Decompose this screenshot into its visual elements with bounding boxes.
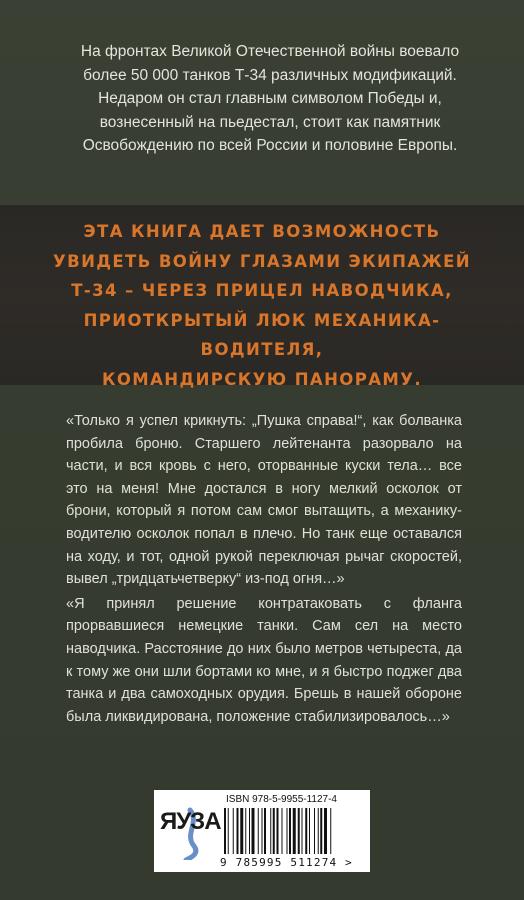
barcode-bar	[305, 808, 307, 854]
barcode-bar	[228, 808, 229, 854]
isbn-text: ISBN 978-5-9955-1127-4	[226, 794, 337, 805]
barcode-bar	[273, 808, 275, 854]
promo-text: ЭТА КНИГА ДАЕТ ВОЗМОЖНОСТЬ УВИДЕТЬ ВОЙНУ ГЛАЗАМИ ЭКИПАЖЕЙ Т-34 – ЧЕРЕЗ ПРИЦЕЛ НАВОДЧИКА, ПРИОТКРЫТЫЙ ЛЮК МЕХАНИКА-ВОДИТЕЛЯ, КОМАНДИРСКУЮ ПАНОРАМУ.	[52, 222, 472, 389]
barcode-bar	[289, 808, 291, 854]
quotes-block	[66, 410, 462, 728]
barcode-bar	[245, 808, 246, 854]
barcode-bar	[282, 808, 283, 854]
barcode-bar	[249, 808, 250, 854]
barcode-bar	[277, 808, 279, 854]
quote-2: «Я принял решение контратаковать с фланга прорвавшиеся немецкие танки. Сам сел на место наводчика. Расстояние до них было метров четыреста, да к тому же они шли бортами ко мне, и я быстро поджег два танка и два самоходных орудия. Брешь в нашей обороне была ликвидирована, положение стабилизировалось…»	[66, 595, 462, 725]
barcode-bar	[309, 808, 310, 854]
barcode-bar	[320, 808, 322, 854]
barcode-bar	[302, 808, 303, 854]
barcode-bar	[237, 808, 239, 854]
publisher-logo	[160, 804, 220, 860]
barcode-bar	[224, 808, 226, 854]
barcode-bar	[233, 808, 234, 854]
barcode-bar	[262, 808, 263, 854]
barcode-bar	[264, 808, 266, 854]
barcode-bar	[298, 808, 300, 854]
barcode-bar	[293, 808, 296, 854]
barcode-bar	[330, 808, 331, 854]
intro-paragraph: На фронтах Великой Отечественной войны воевало более 50 000 танков Т-34 различных модификаций. Недаром он стал главным символом Победы и, вознесенный на пьедестал, стоит как памятник Освобождению по всей России и половине Европы.	[80, 43, 460, 154]
barcode-bar	[258, 808, 259, 854]
barcode-bar	[318, 808, 319, 854]
publisher-logo-text: ЯУЗА	[160, 808, 221, 835]
barcode-bar	[314, 808, 315, 854]
barcode-bar	[252, 808, 255, 854]
quote-1: «Только я успел крикнуть: „Пушка справа!“, как болванка пробила броню. Старшего лейтенанта разорвало на части, и вся кровь с него, оторванные куски тела… все это на меня! Мне достался в ногу мелкий осколок от брони, который я потом сам смог вытащить, а механику-водителю осколок попал в плечо. Но танк еще оставался на ходу, и тот, одной рукой переключая рычаг скоростей, вывел „тридцатьчетверку“ из-под огня…»	[66, 413, 462, 588]
barcode-bars	[224, 808, 366, 856]
promo-band	[0, 205, 524, 389]
barcode-bar	[287, 808, 288, 854]
barcode-bar	[270, 808, 271, 854]
barcode-bar	[324, 808, 327, 854]
barcode-panel	[154, 790, 370, 872]
barcode-number: 9 785995 511274 >	[220, 856, 353, 869]
barcode-bar	[240, 808, 243, 854]
